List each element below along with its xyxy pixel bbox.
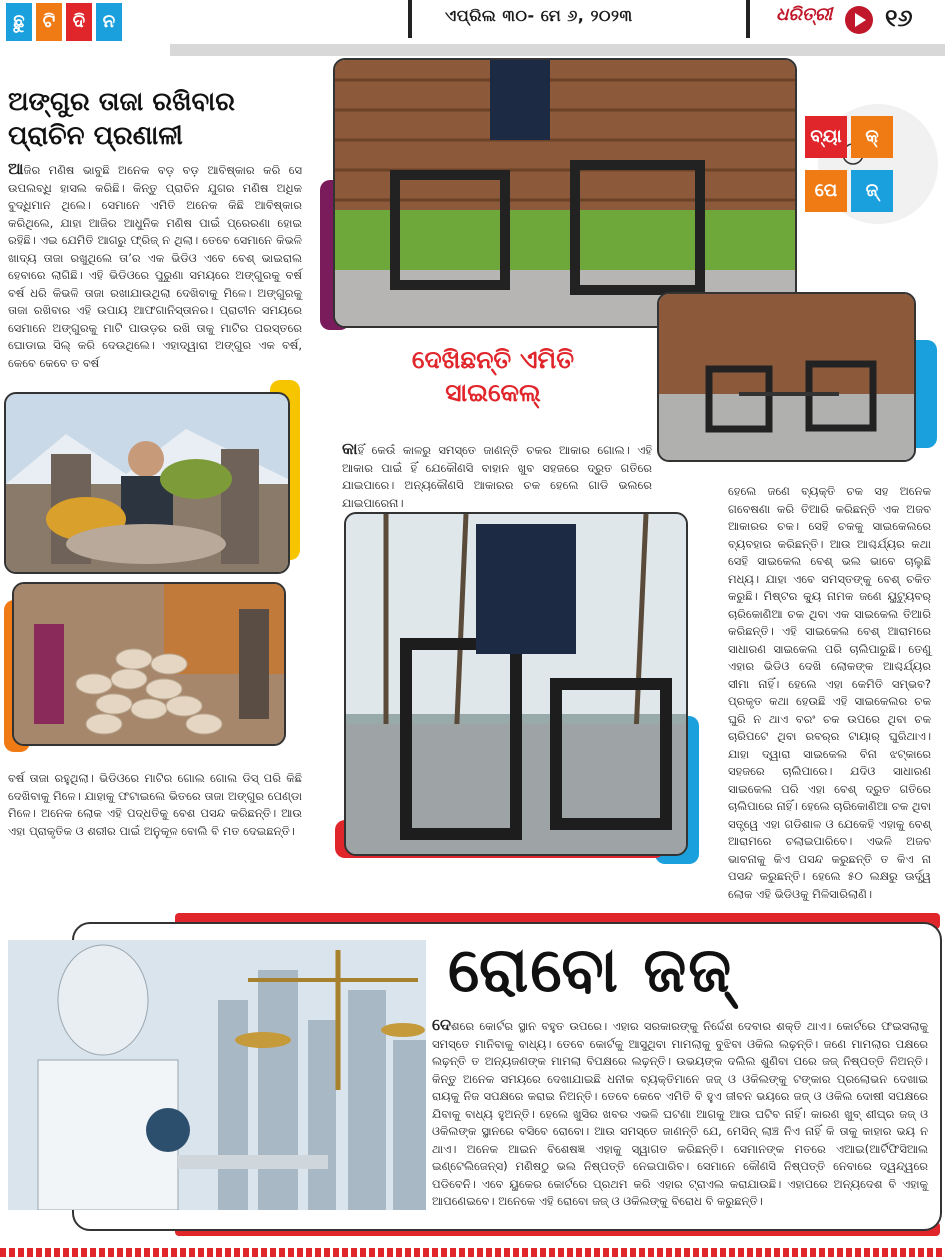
robot-judge-illustration (8, 940, 426, 1210)
header-divider (746, 0, 750, 38)
headline-line: ପ୍ରାଚିନ ପ୍ରଣାଳୀ (8, 120, 183, 151)
header-divider (408, 0, 412, 38)
clay-disks-illustration (14, 584, 284, 744)
cycle-intro: କାହିଁ କେଉଁ କାଳରୁ ସମସ୍ତେ ଜାଣନ୍ତି ଚକର ଆକାର ଗୋଲ। ଏହି ଆକାର ପାଇଁ ହିଁ ଯେକୌଣସି ବାହାନ ଖୁବ ସହଜରେ ଦ୍ରୁତ ଗତିରେ ଯାଇପାରେ। ଅନ୍ୟକୌଣସି ଆକାରର ଚକ ହେଲେ ଗାଡି ଭଲରେ ଯାଇପାରେନା। (342, 439, 652, 510)
clay-disks-photo (12, 582, 286, 746)
back-page-tile: କ୍ (851, 116, 893, 158)
headline-line: ଅଙ୍ଗୁର ତାଜା ରଖିବାର (8, 87, 235, 117)
back-page-tile: ପେ (805, 170, 847, 212)
cycle-headline (338, 344, 648, 409)
grape-vendor-photo (4, 392, 290, 574)
section-brand (6, 3, 122, 41)
back-page-tile: ବ୍ୟା (805, 116, 847, 158)
page-number: ୧୬ (885, 4, 913, 32)
section-letter: ଟି (36, 3, 62, 41)
back-page-badge (768, 102, 938, 232)
cycle-tall-photo (344, 512, 688, 856)
robot-judge-photo (8, 940, 426, 1210)
section-letter: ନ (96, 3, 122, 41)
issue-date: ଏପ୍ରିଲ ୩୦- ମେ ୬, ୨୦୨୩ (445, 6, 633, 25)
back-page-tile: ଜ୍ (851, 170, 893, 212)
play-icon (845, 6, 873, 34)
cycle-side-photo (657, 292, 916, 462)
paper-logo: ଧରିତ୍ରୀ (776, 4, 833, 25)
robo-body: ଦେଶରେ କୋର୍ଟର ସ୍ଥାନ ବହୁତ ଉପରେ। ଏହାର ସରକାରଙ୍କୁ ନିର୍ଦ୍ଦେଶ ଦେବାର ଶକ୍ତି ଥାଏ। କୋର୍ଟରେ ଫଇସଲାକୁ ସମସ୍ତେ ମାନିବାକୁ ବାଧ୍ୟ। ତେବେ କୋର୍ଟକୁ ଆସୁଥିବା ମାମଲାକୁ ବୁଝିବା ଓକିଲ ଲଢ଼ନ୍ତି। ଜଣେ ମାମଲାର ପକ୍ଷରେ ଲଢ଼ନ୍ତି ତ ଅନ୍ୟଜଣଙ୍କ ମାମଲା ବିପକ୍ଷରେ ଲଢ଼ନ୍ତି। ଉଭୟଙ୍କ ଦଲିଲ ଶୁଣିବା ପରେ ଜଜ୍ ନିଷ୍ପତ୍ତି ନିଅନ୍ତି। କିନ୍ତୁ ଅନେକ ସମୟରେ ଦେଖାଯାଇଛି ଧନୀକ ବ୍ୟକ୍ତିମାନେ ଜଜ୍ ଓ ଓକିଲଙ୍କୁ ଟଙ୍କାର ପ୍ରଲୋଭନ ଦେଖାଇ ରାୟକୁ ନିଜ ସପକ୍ଷରେ କରାଇ ନିଅନ୍ତି। ତେବେ କେବେ ଏମିତି ବି ହୁଏ ଜୀବନ ଭୟରେ ଜଜ୍ ଓ ଓକିଲ ଦୋଷୀ ସପକ୍ଷରେ ଯିବାକୁ ବାଧ୍ୟ ହୁଅନ୍ତି। ହେଲେ ଖୁସିର ଖବର ଏଭଳି ଘଟଣା ଆଗକୁ ଆଉ ଘଟିବ ନାହିଁ। କାରଣ ଖୁବ୍ ଶୀଘ୍ର ଜଜ୍ ଓ ଓକିଲଙ୍କ ସ୍ଥାନରେ ବସିବେ ରୋବୋ। ଆଉ ସମସ୍ତେ ଜାଣନ୍ତି ଯେ, ମେସିନ୍ ଲାଞ୍ଚ ନିଏ ନାହିଁ କି ତାକୁ କାହାର ଭୟ ନ ଥାଏ। ଅନେକ ଆଇନ ବିଶେଷଜ୍ଞ ଏହାକୁ ସ୍ୱାଗତ କରିଛନ୍ତି। ସେମାନଙ୍କ ମତରେ ଏଆଇ(ଆର୍ଟିଫିସିଆଲ ଇଣ୍ଟେଲିଜେନ୍ସ) ମଣିଷଠୁ ଭଲ ନିଷ୍ପତ୍ତି ନେଇପାରିବ। ସେମାନେ କୌଣସି ନିଷ୍ପତ୍ତି ନେବାରେ ଦ୍ୱନ୍ଦ୍ୱରେ ପଡିବେନି। ଏବେ ୟୁକେର କୋର୍ଟରେ ପ୍ରଥମ କରି ଏହାର ଟ୍ରାଏଲ କରାଯାଉଛି। ଏହାପରେ ଅନ୍ୟଦେଶ ବି ଏହାକୁ ଆପଣେଇବେ। ଅନେକେ ଏହି ରୋବୋ ଜଜ୍ ଓ ଓକିଲଙ୍କୁ ବିରୋଧ ବି କରୁଛନ୍ତି। (432, 1015, 928, 1208)
header-rule (170, 44, 945, 56)
cycle-tall-illustration (346, 514, 686, 854)
grape-headline (8, 86, 308, 154)
grape-paragraph: ଆଜିର ମଣିଷ ଭାବୁଛି ଅନେକ ବଡ଼ ବଡ଼ ଆବିଷ୍କାର କରି ସେ ଉପଲବ୍ଧି ହାସଲ କରିଛି। କିନ୍ତୁ ପ୍ରାଚିନ ଯୁଗର ମଣିଷ ଅଧିକ ବୁଦ୍ଧିମାନ ଥିଲେ। ସେମାନେ ଏମିତି ଅନେକ କିଛି ଆବିଷ୍କାର କରିଥିଲେ, ଯାହା ଆଜିର ଆଧୁନିକ ମଣିଷ ପାଇଁ ପ୍ରେରଣା ହୋଇ ରହିଛି। ଏଇ ଯେମିତି ଆଗରୁ ଫ୍ରିଜ୍ ନ ଥିଲା। ତେବେ ସେମାନେ କିଭଳି ଖାଦ୍ୟ ତାଜା ରଖୁଥିଲେ ତା’ର ଏକ ଭିଡିଓ ଏବେ ବେଶ୍ ଭାଇରାଲ ହେବାରେ ଲାଗିଛି। ଏହି ଭିଡିଓରେ ପୁରୁଣା ସମୟରେ ଅଙ୍ଗୁରକୁ ବର୍ଷ ବର୍ଷ ଧରି କିଭଳି ତାଜା ରଖାଯାଉଥିଲା ଦେଖିବାକୁ ମିଳେ। ଅଙ୍ଗୁରକୁ ତାଜା ରଖିବାର ଏହି ଉପାୟ ଆଫଗାନିସ୍ତାନର। ପ୍ରାଚୀନ ସମୟରେ ସେମାନେ ଅଙ୍ଗୁରକୁ ମାଟି ପାଉଡ଼ର ରଖି ତାକୁ ମାଟିର ପରସ୍ତରେ ଘୋଡାଇ ସିଲ୍ କରି ଦେଉଥିଲେ। ଏହାଦ୍ୱାରା ଅଙ୍ଗୁର ଏକ ବର୍ଷ, କେବେ କେବେ ତ ବର୍ଷ (8, 159, 302, 370)
section-letter: ଦି (66, 3, 92, 41)
footer-stripe (0, 1248, 945, 1257)
cycle-body: ହେଲେ ଜଣେ ବ୍ୟକ୍ତି ଚକ ସହ ଅନେକ ଗବେଷଣା କରି ତିଆରି କରିଛନ୍ତି ଏକ ଅଜବ ଆକାରର ଚକ। ସେହି ଚକକୁ ସାଇକେଲରେ ବ୍ୟବହାର କରିଛନ୍ତି। ଆଉ ଆଶ୍ଚର୍ଯ୍ୟର କଥା ସେହି ସାଇକେଲ ବେଶ୍ ଭଲ ଭାବେ ଚାଲୁଛି ମଧ୍ୟ। ଯାହା ଏବେ ସମସ୍ତଙ୍କୁ ବେଶ୍ ଚକିତ କରୁଛି। ମିଷ୍ଟର କ୍ୟୁ ନାମକ ଜଣେ ୟୁଟ୍ୟୁବର୍ ଚାରିକୋଣିଆ ଚକ ଥିବା ଏକ ସାଇକେଲ ତିଆରି କରିଛନ୍ତି। ଏହି ସାଇକେଲ ବେଶ୍ ଆରାମରେ ସାଧାରଣ ସାଇକେଲ ପରି ଚାଲିପାରୁଛି। ତେଣୁ ଏହାର ଭିଡିଓ ଦେଖି ଲୋକଙ୍କ ଆଶ୍ଚର୍ଯ୍ୟର ସୀମା ନାହିଁ। ହେଲେ ଏହା କେମିତି ସମ୍ଭବ? ପ୍ରକୃତ କଥା ହେଉଛି ଏହି ସାଇକେଲର ଚକ ଘୁରି ନ ଥାଏ ବରଂ ଚକ ଉପରେ ଥିବା ଚକ ଚାରିପଟେ ଥିବା ରବର୍‌ର ଟାୟାର୍ ଘୁରିଥାଏ। ଯାହା ଦ୍ୱାରା ସାଇକେଲ ବିନା ଝଟ୍‌କାରେ ସହଜରେ ଚାଲିପାରେ। ଯଦିଓ ସାଧାରଣ ସାଇକେଲ ପରି ଏହା ବେଶ୍ ଦ୍ରୁତ ଗତିରେ ଚାଲିପାରେ ନାହିଁ। ହେଲେ ଚାରିକୋଣିଆ ଚକ ଥିବା ସତ୍ତ୍ୱେ ଏହା ଗଡିଶାଳ ଓ ଯେକେହି ଏହାକୁ ବେଶ୍ ଆରାମରେ ଚଲାଇପାରିବେ। ଏଭଳି ଅଜବ ଭାବନାକୁ କିଏ ପସନ୍ଦ କରୁଛନ୍ତି ତ କିଏ ନା ପସନ୍ଦ କରୁଛନ୍ତି। ହେଲେ ୫୦ ଲକ୍ଷରୁ ଊର୍ଦ୍ଧ୍ୱ ଲୋକ ଏହି ଭିଡିଓକୁ ମିଳିସାରିଲାଣି। (728, 484, 931, 901)
robo-headline: ରୋବୋ ଜଜ୍ (448, 933, 734, 1006)
grape-vendor-illustration (6, 394, 288, 572)
section-letter: ଛୁ (6, 3, 32, 41)
headline-line: ଦେଖିଛନ୍ତି ଏମିତି (411, 345, 575, 374)
grape-paragraph-continued: ବର୍ଷ ତାଜା ରହୁଥିଲା। ଭିଡିଓରେ ମାଟିର ଗୋଲ ଗୋଲ ଡିସ୍ ପରି କିଛି ଦେଖିବାକୁ ମିଳେ। ଯାହାକୁ ଫଟାଇଲେ ଭିତରେ ତାଜା ଅଙ୍ଗୁର ପେଣ୍ଡା ମିଳେ। ଅନେକ ଲୋକ ଏହି ପଦ୍ଧତିକୁ ବେଶ ପସନ୍ଦ କରିଛନ୍ତି। ଆଉ ଏହା ପ୍ରାକୃତିକ ଓ ଶରୀର ପାଇଁ ଅନୁକୂଳ ବୋଲି ବି ମତ ଦେଇଛନ୍ତି। (8, 771, 302, 838)
cycle-main-photo (333, 58, 797, 328)
cycle-main-illustration (335, 60, 795, 326)
cycle-side-illustration (659, 294, 914, 460)
headline-line: ସାଇକେଲ୍ (445, 377, 541, 407)
